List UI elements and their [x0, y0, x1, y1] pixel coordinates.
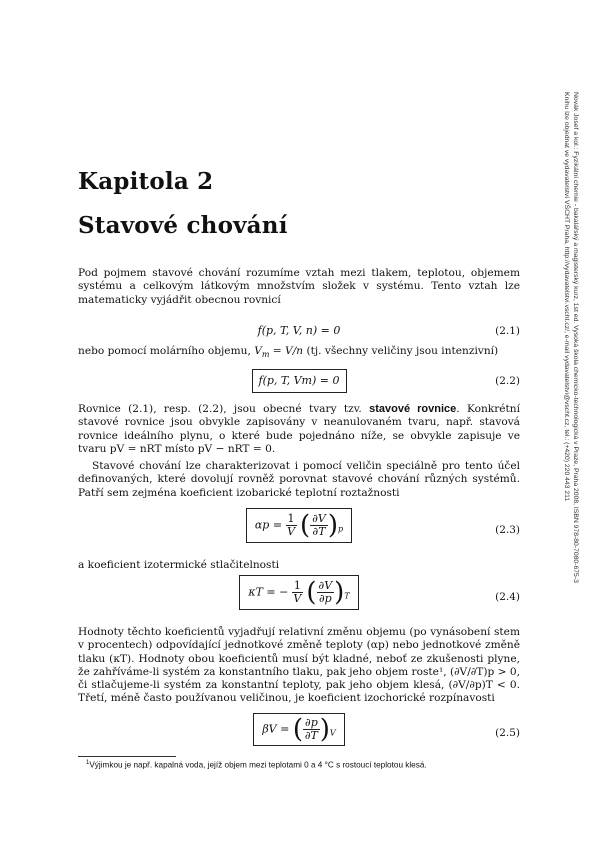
equation-2-2: [78, 369, 520, 397]
equation-2-5: [78, 713, 520, 755]
paragraph-coefficients: Stavové chování lze charakterizovat i pomocí veličin speciálně pro tento účel definovaných, které dovolují rovněž porovnat stavové chování různých systémů. Patří sem zejména koeficient izobarické teplotní roztažnosti: [78, 460, 520, 499]
text-molar-pre: nebo pomocí molárního objemu,: [78, 345, 255, 357]
term-stavove-rovnice: stavové rovnice: [369, 403, 457, 415]
text-molar-post: (tj. všechny veličiny jsou intenzivní): [303, 345, 499, 357]
side-citation: [560, 92, 592, 612]
paragraph-molar-volume: [78, 345, 520, 361]
paragraph-intro: Pod pojmem stavové chování rozumíme vztah mezi tlakem, teplotou, objemem systému a celkovým látkovým množstvím složek v systému. Tento vztah lze matematicky vyjádřit obecnou rovnicí: [78, 267, 520, 306]
equation-2-2-number: (2.2): [495, 375, 520, 387]
equation-2-5-number: (2.5): [495, 727, 520, 739]
equation-2-5-box: βV = ( $\frac{\partial p}{\partial T}$ )$_V$: [253, 713, 344, 746]
footnote-text: Výjimkou je např. kapalná voda, jejíž objem mezi teplotami 0 a 4 °C s rostoucí teplotou klesá.: [89, 760, 427, 770]
equation-2-1-number: (2.1): [495, 325, 520, 337]
side-citation-line-2: Knihu lze objednat ve vydavatelství VŠCHT Praha, http://vydavatelstvi.vscht.cz/, e-mail vydavatelstvi@vscht.cz, tel.: (+420) 220 443 211: [563, 92, 570, 502]
equation-2-4-box: κT = − $\frac{1}{V}$ ( $\frac{\partial V}{\partial p}$ )$_T$: [239, 575, 358, 610]
equation-2-3: [78, 508, 520, 554]
paragraph-coefficient-values: Hodnoty těchto koeficientů vyjadřují relativní změnu objemu (po vynásobení stem v procentech) odpovídající jednotkové změně teploty (αp) nebo jednotkové změně tlaku (κT). Hodnoty obou koeficientů musí být kladné, neboť ze zkušenosti plyne, že zahříváme-li systém za konstantního tlaku, pak jeho objem roste¹, (∂V/∂T)p > 0, či stlačujeme-li systém za konstantní teploty, pak jeho objem klesá, (∂V/∂p)T < 0. Třetí, méně často používanou veličinou, je koeficient izochorické rozpínavosti: [78, 626, 520, 705]
paragraph-compressibility: a koeficient izotermické stlačitelnosti: [78, 559, 280, 571]
equation-2-3-lhs: αp =: [254, 518, 283, 532]
equation-2-4-lhs: κT = −: [248, 585, 289, 599]
chapter-label: Kapitola 2: [78, 168, 214, 195]
side-citation-line-1: Novák Josef a kol.: Fyzikální chemie - bakalářský a magisterský kurz, 1st ed. Vysoká škola chemicko-technologická v Praze, Praha 2008, ISBN 978-80-7080-675-3: [572, 92, 579, 583]
paragraph-state-equation: Rovnice (2.1), resp. (2.2), jsou obecné tvary tzv. stavové rovnice. Konkrétní stavové rovnice jsou obvykle zapisovány v neanulovaném tvaru, např. stavová rovnice ideálního plynu, o které bude pojednáno níže, se obvykle zapisuje ve tvaru pV = nRT místo pV − nRT = 0.: [78, 403, 521, 455]
equation-2-3-box: αp = $\frac{1}{V}$ ( $\frac{\partial V}{\partial T}$ )$_p$: [246, 508, 352, 543]
equation-2-1-body: f(p, T, V, n) = 0: [257, 324, 341, 337]
equation-2-5-lhs: βV =: [262, 722, 290, 736]
side-citation-text: [562, 92, 580, 583]
footnote: [86, 758, 427, 771]
footnote-mark: 1: [86, 760, 90, 766]
equation-2-3-number: (2.3): [495, 524, 520, 536]
equation-2-4: [78, 575, 520, 621]
math-vm: $V_m = V/n$: [254, 345, 304, 359]
equation-2-4-number: (2.4): [495, 591, 520, 603]
footnote-divider: [78, 756, 176, 757]
equation-2-2-box: f(p, T, Vm) = 0: [252, 369, 347, 393]
chapter-title: Stavové chování: [78, 212, 288, 239]
